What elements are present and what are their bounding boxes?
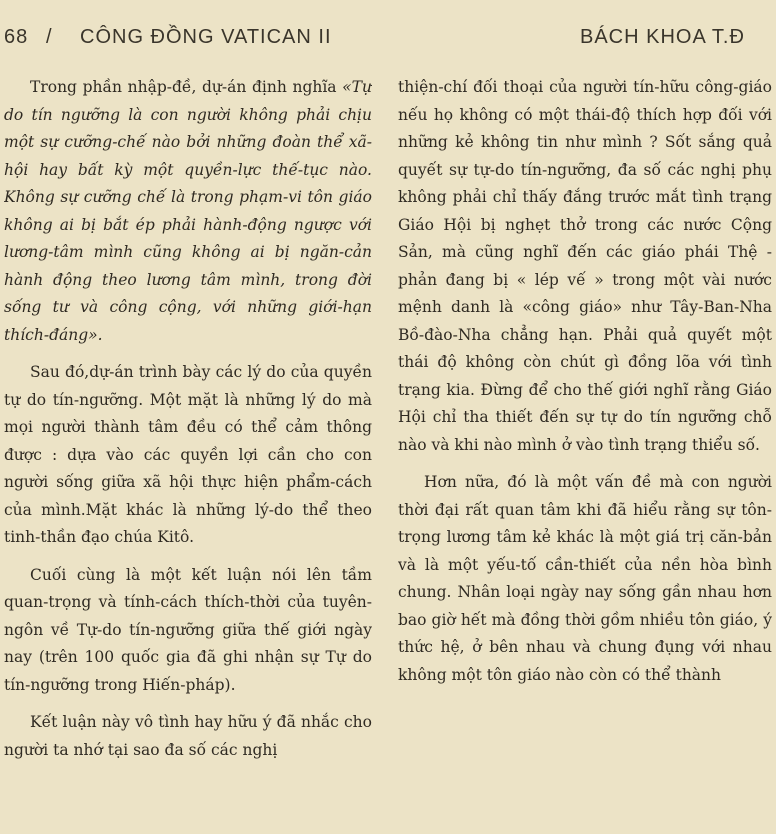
paragraph: Cuối cùng là một kết luận nói lên tầm quan-trọng và tính-cách thích-thời của tuyên-ngôn về Tự-do tín-ngưỡng giữa thế giới ngày nay (trên 100 quốc gia đã ghi nhận sự Tự do tín-ngưỡng trong Hiến-pháp). bbox=[4, 565, 372, 694]
left-column bbox=[4, 74, 372, 834]
paragraph: Sau đó,dự-án trình bày các lý do của quyền tự do tín-ngưỡng. Một mặt là những lý do mà mọi người thành tâm đều có thể cảm thông được : dựa vào các quyền lợi cần cho con người sống giữa xã hội thực hiện phẩm-cách của mình.Mặt khác là những lý-do thể theo tinh-thần đạo chúa Kitô. bbox=[4, 363, 372, 546]
page-number: 68 bbox=[4, 26, 29, 48]
paragraph bbox=[4, 74, 372, 349]
paragraph: Hơn nữa, đó là một vấn đề mà con người thời đại rất quan tâm khi đã hiểu rằng sự tôn-trọng lương tâm kẻ khác là một giá trị căn-bản và là một yếu-tố cần-thiết của nền hòa bình chung. Nhân loại ngày nay sống gần nhau hơn bao giờ hết mà đồng thời gồm nhiều tôn giáo, ý thức hệ, ở bên nhau và chung đụng với nhau không một tôn giáo nào còn có thể thành bbox=[398, 473, 772, 684]
paragraph: Kết luận này vô tình hay hữu ý đã nhắc cho người ta nhớ tại sao đa số các nghị bbox=[4, 713, 372, 759]
paragraph-lead: Trong phần nhập-đề, dự-án định nghĩa bbox=[30, 78, 337, 96]
running-title: CÔNG ĐỒNG VATICAN II bbox=[80, 26, 332, 48]
definition-quote: «Tự do tín ngưỡng là con người không phải chịu một sự cưỡng-chế nào bởi những đoàn thể xã-hội hay bất kỳ một quyền-lực thế-tục nào. Không sự cưỡng chế là trong phạm-vi tôn giáo không ai bị bắt ép phải hành-động ngược với lương-tâm mình cũng không ai bị ngăn-cản hành động theo lương tâm mình, trong đời sống tư và công cộng, với những giới-hạn thích-đáng». bbox=[4, 78, 372, 344]
publication-title: BÁCH KHOA T.Đ bbox=[580, 26, 745, 48]
running-header bbox=[0, 26, 776, 56]
paragraph: thiện-chí đối thoại của người tín-hữu công-giáo nếu họ không có một thái-độ thích hợp đối với những kẻ không tin như mình ? Sốt sắng quả quyết sự tự-do tín-ngưỡng, đa số các nghị phụ không phải chỉ thấy đắng trước mắt tình trạng Giáo Hội bị nghẹt thở trong các nước Cộng Sản, mà cũng nghĩ đến các giáo phái Thệ - phản đang bị « lép vế » trong một vài nước mệnh danh là «công giáo» như Tây-Ban-Nha Bồ-đào-Nha chẳng hạn. Phải quả quyết một thái độ không còn chút gì đồng lõa với tình trạng kia. Đừng để cho thế giới nghĩ rằng Giáo Hội chỉ tha thiết đến sự tự do tín ngưỡng chỗ nào và khi nào mình ở vào tình trạng thiểu số. bbox=[398, 78, 772, 454]
right-column bbox=[398, 74, 772, 834]
header-separator: / bbox=[46, 26, 53, 48]
